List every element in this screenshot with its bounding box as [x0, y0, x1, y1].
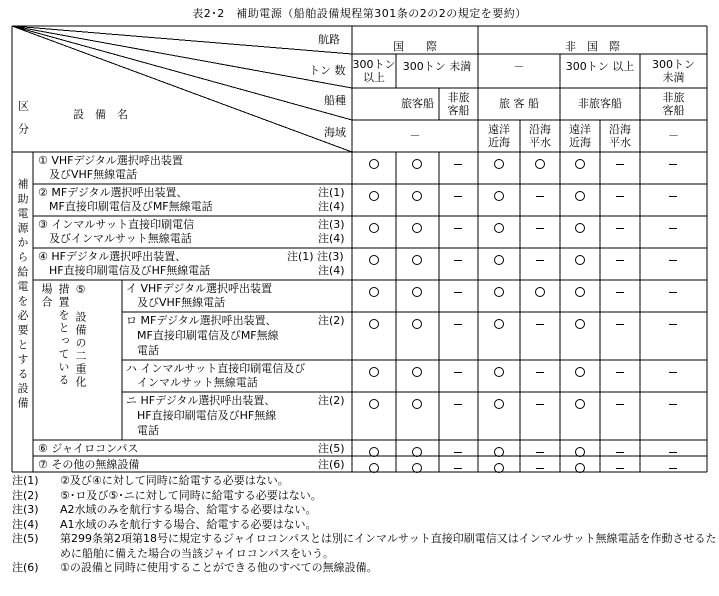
row5i-line2: 及びVHF無線電話: [126, 296, 226, 309]
dash-mark: [536, 324, 544, 325]
footnote-label: 注(4): [12, 517, 39, 531]
dash-mark: [536, 452, 544, 453]
circle-mark: [575, 287, 585, 297]
row2-line2: MF直接印刷電信及びMF無線電話: [38, 200, 213, 213]
enyou2-b: 近海: [569, 136, 591, 149]
circle-mark: [369, 255, 379, 265]
footnote-text: A2水域のみを航行する場合、給電する必要はない。: [60, 503, 317, 516]
circle-mark: [494, 367, 504, 377]
group5-label-text: ⑤ 設備の二重化措置をとっている場合: [40, 283, 87, 389]
circle-mark: [369, 463, 379, 473]
row3-line2: 及びインマルサット無線電話: [38, 232, 192, 245]
dash-mark: [616, 292, 624, 293]
engan-b: 平水: [529, 136, 551, 149]
circle-mark: [369, 399, 379, 409]
dash-mark: [616, 228, 624, 229]
row5ni-line2: HF直接印刷電信及びHF無線: [126, 409, 277, 422]
dash-mark: [536, 372, 544, 373]
dash-mark: [616, 468, 624, 469]
nonpassenger-intl-a: 非旅: [447, 91, 470, 104]
route-label: 航路: [318, 33, 340, 46]
circle-mark: [494, 223, 504, 233]
dash-mark: [669, 164, 677, 165]
row4-line2: HF直接印刷電信及びHF無線電話: [38, 264, 211, 277]
dash-mark: [454, 452, 462, 453]
nonpassenger-nonintl2-b: 客船: [662, 104, 685, 117]
shiptype-label: 船種: [324, 94, 346, 107]
dash-mark: [669, 228, 677, 229]
circle-mark: [535, 159, 545, 169]
row5ro-line3: 電話: [126, 344, 159, 357]
circle-mark: [575, 319, 585, 329]
circle-mark: [412, 399, 422, 409]
circle-mark: [494, 463, 504, 473]
row3-line1: ③ インマルサット直接印刷電信: [38, 218, 195, 231]
row1-line1: ① VHFデジタル選択呼出装置: [38, 154, 183, 167]
circle-mark: [494, 399, 504, 409]
circle-mark: [535, 287, 545, 297]
dash-mark: [616, 372, 624, 373]
dash-mark: [669, 452, 677, 453]
row5ni-line1: ニ HFデジタル選択呼出装置、: [126, 394, 276, 407]
group5-label: [38, 283, 122, 403]
circle-mark: [575, 223, 585, 233]
circle-mark: [369, 223, 379, 233]
dash-mark: [669, 196, 677, 197]
nonpassenger-intl-b: 客船: [447, 104, 470, 117]
row2-line1: ② MFデジタル選択呼出装置、: [38, 186, 188, 199]
circle-mark: [412, 191, 422, 201]
dash-mark: [454, 372, 462, 373]
footnote-text: 第299条第2項第18号に規定するジャイロコンパスとは別にインマルサット直接印刷電信又はインマルサット無線電話を作動させるために船舶に備えた場合の当該ジャイロコンパスをいう。: [60, 532, 717, 560]
dash-mark: [669, 292, 677, 293]
row4-note2: 注(4): [318, 264, 345, 277]
circle-mark: [369, 367, 379, 377]
footnote: [12, 503, 717, 518]
circle-mark: [369, 319, 379, 329]
circle-mark: [494, 191, 504, 201]
row7-note: 注(6): [318, 458, 345, 471]
row2-note2: 注(4): [318, 200, 345, 213]
dash-mark: [454, 260, 462, 261]
circle-mark: [369, 287, 379, 297]
circle-mark: [575, 463, 585, 473]
engan-a: 沿海: [529, 123, 551, 136]
dash-mark: [616, 324, 624, 325]
row6-note: 注(5): [318, 442, 345, 455]
dash-mark: [669, 404, 677, 405]
circle-mark: [412, 463, 422, 473]
row3-note2: 注(4): [318, 232, 345, 245]
kubun-text: 区分: [16, 100, 30, 146]
circle-mark: [412, 223, 422, 233]
t300-over-a: 300トン: [352, 58, 396, 71]
circle-mark: [412, 159, 422, 169]
enyou-a: 遠洋: [488, 123, 510, 136]
footnote-label: 注(3): [12, 503, 39, 516]
footnote-text: ②及び④に対して同時に給電する必要はない。: [60, 474, 289, 487]
row1-line2: 及びVHF無線電話: [38, 168, 138, 181]
row5i-line1: イ VHFデジタル選択呼出装置: [126, 282, 272, 295]
row5ro-line1: ロ MFデジタル選択呼出装置、: [126, 314, 277, 327]
table-title: 表2･2 補助電源（船舶設備規程第301条の2の2の規定を要約）: [192, 7, 527, 20]
row3-note1: 注(3): [318, 218, 345, 231]
footnote-label: 注(1): [12, 474, 39, 487]
circle-mark: [575, 399, 585, 409]
dash-mark: [616, 452, 624, 453]
side-label: [14, 178, 32, 468]
engan2-b: 平水: [609, 136, 631, 149]
dash-mark: [536, 196, 544, 197]
passenger-nonintl: 旅 客 船: [499, 97, 539, 110]
row7-line1: ⑦ その他の無線設備: [38, 458, 140, 471]
circle-mark: [494, 255, 504, 265]
footnote-label: 注(6): [12, 561, 39, 574]
dash-mark: [616, 164, 624, 165]
footnote: [12, 474, 717, 489]
dash-mark: [454, 164, 462, 165]
dash-mark: [454, 324, 462, 325]
dash-mark: [454, 196, 462, 197]
dash-mark: [454, 292, 462, 293]
dash-mark: [454, 468, 462, 469]
engan2-a: 沿海: [609, 123, 631, 136]
circle-mark: [412, 255, 422, 265]
row5ha-line1: ハ インマルサット直接印刷電信及び: [126, 362, 306, 375]
t300-over-b: 以上: [363, 71, 385, 84]
footnote: [12, 561, 717, 576]
circle-mark: [575, 191, 585, 201]
nonpassenger-nonintl: 非旅客船: [578, 97, 622, 110]
t300-under: 300トン 未満: [402, 60, 472, 73]
row6-line1: ⑥ ジャイロコンパス: [38, 442, 139, 455]
circle-mark: [369, 447, 379, 457]
tonnage-label: トン 数: [309, 64, 346, 77]
waters-label: 海域: [324, 126, 346, 139]
nonintl-header: 非 国 際: [565, 40, 620, 53]
waters-last-dash: －: [668, 129, 679, 142]
footnote-text: A1水域のみを航行する場合、給電する必要はない。: [60, 517, 317, 531]
footnote-text: ①の設備と同時に使用することができる他のすべての無線設備。: [60, 561, 378, 574]
row5ni-note: 注(2): [318, 394, 345, 407]
dash-mark: [616, 404, 624, 405]
t300-under-nonintl-a: 300トン: [652, 58, 695, 71]
circle-mark: [575, 159, 585, 169]
circle-mark: [494, 159, 504, 169]
row4-line1: ④ HFデジタル選択呼出装置、: [38, 250, 187, 263]
waters-intl-dash: －: [409, 129, 421, 142]
circle-mark: [575, 447, 585, 457]
passenger-intl: 旅客船: [401, 97, 434, 110]
circle-mark: [494, 319, 504, 329]
circle-mark: [369, 191, 379, 201]
circle-mark: [575, 367, 585, 377]
equip-name-label: 設 備 名: [73, 108, 128, 121]
row2-note1: 注(1): [318, 186, 345, 199]
nonintl-dash: －: [513, 60, 525, 73]
circle-mark: [412, 367, 422, 377]
dash-mark: [669, 324, 677, 325]
dash-mark: [536, 404, 544, 405]
circle-mark: [494, 447, 504, 457]
footnotes: [12, 474, 717, 576]
dash-mark: [454, 228, 462, 229]
row5ni-line3: 電話: [126, 424, 159, 437]
dash-mark: [669, 372, 677, 373]
intl-header: 国 際: [393, 40, 437, 53]
side-label-text: 補助電源から給電を必要とする設備: [16, 178, 29, 412]
circle-mark: [412, 287, 422, 297]
row5ha-line2: インマルサット無線電話: [126, 376, 258, 389]
footnote-label: 注(5): [12, 532, 39, 545]
dash-mark: [669, 260, 677, 261]
nonpassenger-nonintl2-a: 非旅: [662, 91, 685, 104]
dash-mark: [536, 228, 544, 229]
t300-over-nonintl: 300トン 以上: [565, 60, 635, 73]
dash-mark: [616, 260, 624, 261]
footnote: [12, 532, 717, 561]
t300-under-nonintl-b: 未満: [662, 71, 685, 84]
enyou-b: 近海: [488, 136, 510, 149]
dash-mark: [616, 196, 624, 197]
circle-mark: [412, 447, 422, 457]
kubun-label: [15, 100, 31, 146]
footnote: [12, 489, 717, 504]
circle-mark: [369, 159, 379, 169]
row5ro-note: 注(2): [318, 314, 345, 327]
circle-mark: [575, 255, 585, 265]
footnote-label: 注(2): [12, 488, 39, 502]
enyou2-a: 遠洋: [569, 123, 591, 136]
circle-mark: [494, 287, 504, 297]
row4-note1: 注(1) 注(3): [287, 250, 344, 263]
dash-mark: [454, 404, 462, 405]
dash-mark: [669, 468, 677, 469]
footnote-text: ⑤･ロ及び⑤･ニに対して同時に給電する必要はない。: [60, 488, 322, 502]
dash-mark: [536, 468, 544, 469]
footnote: [12, 518, 717, 533]
row5ro-line2: MF直接印刷電信及びMF無線: [126, 329, 279, 342]
dash-mark: [536, 260, 544, 261]
circle-mark: [412, 319, 422, 329]
